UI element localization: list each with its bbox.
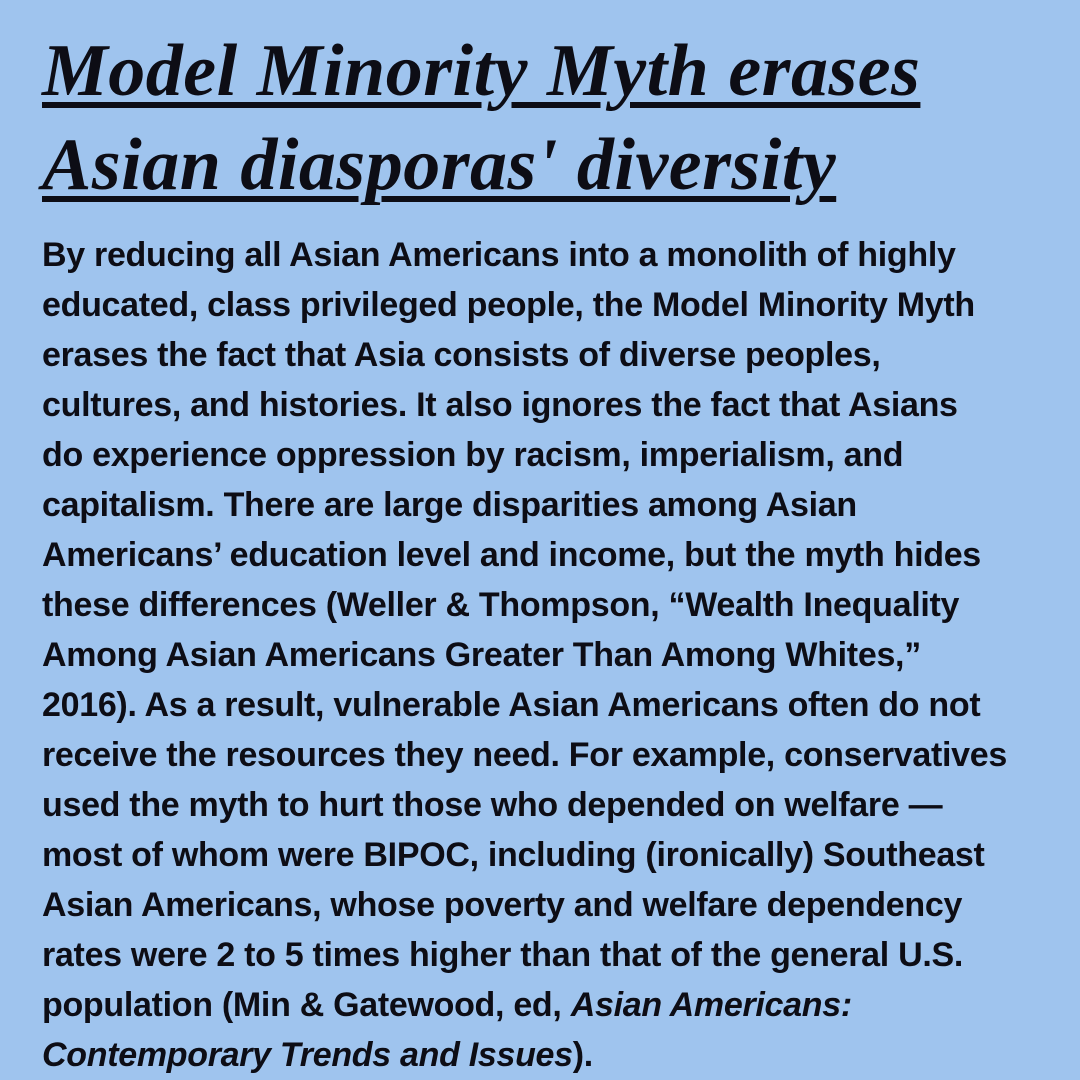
body-segment: receive the resources they need. For example, conservatives — [42, 736, 1008, 774]
body-segment: capitalism. There are large disparities among Asian — [42, 486, 857, 524]
body-segment: cultures, and histories. It also ignores the fact that Asians — [42, 386, 958, 424]
body-segment: rates were 2 to 5 times higher than that of the general U.S. — [42, 936, 964, 974]
page-title — [42, 24, 1044, 212]
body-segment: 2016). As a result, vulnerable Asian Americans often do not — [42, 686, 981, 724]
body-line — [42, 480, 1044, 530]
body-segment: ). — [572, 1036, 593, 1074]
body-line — [42, 430, 1044, 480]
body-line — [42, 380, 1044, 430]
body-segment: most of whom were BIPOC, including (ironically) Southeast — [42, 836, 985, 874]
body-line — [42, 830, 1044, 880]
body-segment: educated, class privileged people, the Model Minority Myth — [42, 286, 975, 324]
body-line — [42, 730, 1044, 780]
body-segment: erases the fact that Asia consists of diverse peoples, — [42, 336, 881, 374]
body-segment: By reducing all Asian Americans into a monolith of highly — [42, 236, 956, 274]
body-segment: these differences (Weller & Thompson, “Wealth Inequality — [42, 586, 960, 624]
title-line-1-text: Model Minority Myth erases — [42, 30, 921, 112]
body-segment-italic: Contemporary Trends and Issues — [42, 1036, 573, 1074]
body-line — [42, 930, 1044, 980]
title-line-2 — [42, 118, 1044, 212]
title-line-1 — [42, 24, 1044, 118]
title-line-2-text: Asian diasporas' diversity — [42, 124, 837, 206]
body-line — [42, 880, 1044, 930]
body-segment: do experience oppression by racism, imperialism, and — [42, 436, 904, 474]
body-line — [42, 230, 1044, 280]
body-segment: Asian Americans, whose poverty and welfare dependency — [42, 886, 963, 924]
body-line — [42, 780, 1044, 830]
body-line — [42, 530, 1044, 580]
body-segment: Among Asian Americans Greater Than Among Whites,” — [42, 636, 921, 674]
body-line — [42, 330, 1044, 380]
body-line — [42, 630, 1044, 680]
body-line — [42, 580, 1044, 630]
body-segment: Americans’ education level and income, but the myth hides — [42, 536, 981, 574]
body-line — [42, 980, 1044, 1030]
body-line — [42, 680, 1044, 730]
body-line — [42, 1030, 1044, 1080]
body-segment-italic: Asian Americans: — [570, 986, 852, 1024]
body-line — [42, 280, 1044, 330]
body-segment: used the myth to hurt those who depended on welfare — — [42, 786, 943, 824]
body-segment: population (Min & Gatewood, ed, — [42, 986, 571, 1024]
body-text — [42, 230, 1044, 1080]
